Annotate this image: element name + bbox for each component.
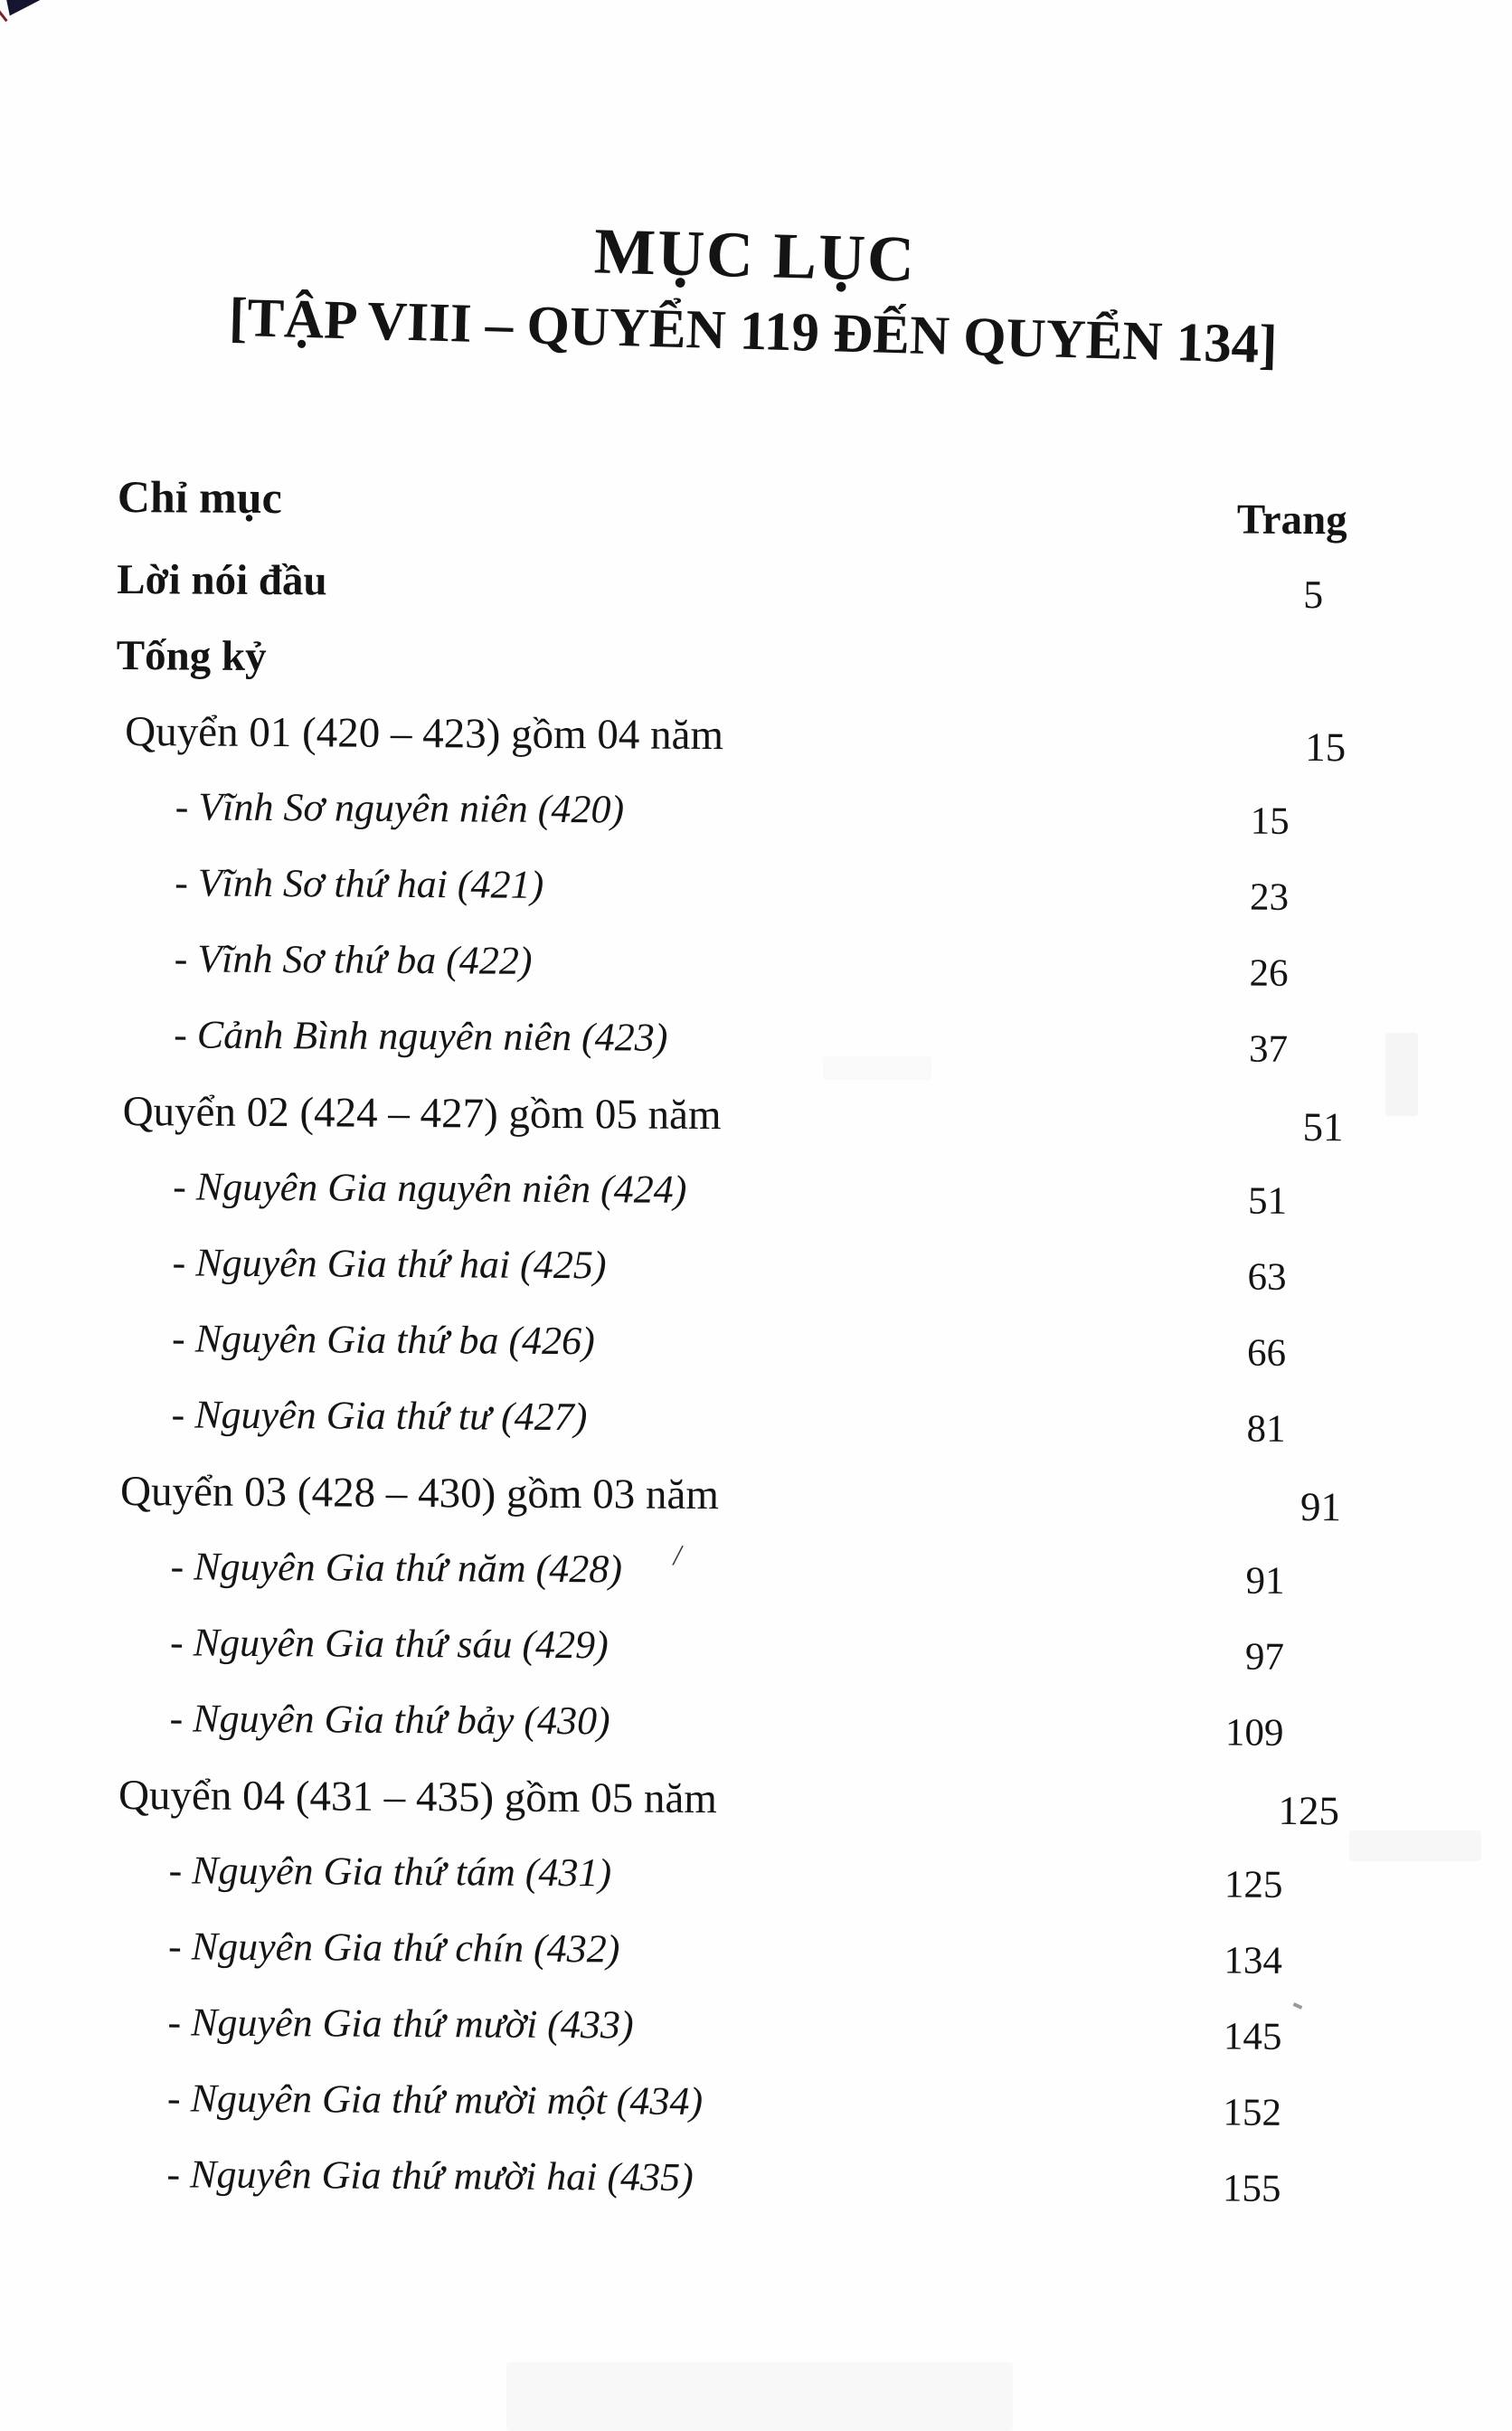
- toc-row: [107, 2151, 1337, 2234]
- toc-header-index-label: Chỉ mục: [117, 471, 282, 524]
- toc-entry-page: 109: [1224, 1711, 1284, 1755]
- toc-entry-page: 81: [1246, 1407, 1286, 1451]
- toc-row: [108, 2075, 1337, 2158]
- toc-header: [117, 470, 1347, 563]
- toc-row: [117, 555, 1347, 638]
- toc-entry-label: Quyển 02 (424 – 427) gồm 05 năm: [122, 1088, 722, 1140]
- toc-entry-page: 155: [1222, 2167, 1281, 2210]
- toc-entry-page: 51: [1247, 1179, 1288, 1223]
- toc-row: [113, 1163, 1343, 1246]
- toc-entry-label: - Nguyên Gia thứ chín (432): [167, 1924, 620, 1972]
- toc-row: [113, 1087, 1343, 1170]
- toc-row: [110, 1619, 1340, 1702]
- toc-entry-label: - Nguyên Gia thứ hai (425): [172, 1240, 607, 1288]
- toc-entry-page: 125: [1278, 1787, 1340, 1834]
- toc-entry-label: - Nguyên Gia thứ mười (433): [167, 2000, 634, 2048]
- toc-row: [111, 1391, 1341, 1474]
- toc-row: [109, 1695, 1339, 1778]
- toc-entry-label: - Nguyên Gia thứ tám (431): [168, 1848, 612, 1896]
- toc-entry-page: 51: [1302, 1104, 1344, 1150]
- toc-entry-label: - Vĩnh Sơ thứ hai (421): [175, 860, 544, 907]
- toc-entry-page: 152: [1223, 2091, 1282, 2134]
- stray-tick-artifact: /: [671, 1538, 685, 1574]
- toc-row: [112, 1239, 1342, 1322]
- toc-row: [115, 783, 1345, 866]
- scan-streak: [1385, 1033, 1418, 1116]
- toc-entry-label: Lời nói đầu: [117, 555, 327, 605]
- toc-entry-label: - Vĩnh Sơ nguyên niên (420): [175, 784, 625, 832]
- toc-entry-page: 91: [1245, 1559, 1285, 1603]
- toc-entry-label: Quyển 03 (428 – 430) gồm 03 năm: [119, 1468, 720, 1519]
- toc-list: [107, 555, 1347, 2234]
- toc-entry-label: - Cảnh Bình nguyên niên (423): [174, 1012, 668, 1060]
- page-title: MỤC LỤC: [593, 214, 918, 296]
- toc-entry-label: Tống kỷ: [116, 631, 267, 681]
- toc-entry-page: 15: [1250, 799, 1290, 843]
- toc-entry-label: - Nguyên Gia thứ mười hai (435): [166, 2152, 694, 2199]
- toc-row: [115, 859, 1345, 942]
- toc-entry-label: - Nguyên Gia thứ mười một (434): [166, 2076, 704, 2124]
- scan-streak: [1349, 1830, 1481, 1861]
- toc-entry-label: - Nguyên Gia nguyên niên (424): [173, 1164, 687, 1212]
- scan-streak: [506, 2362, 1013, 2431]
- toc-body: [107, 470, 1347, 2234]
- toc-entry-label: Quyển 04 (431 – 435) gồm 05 năm: [118, 1772, 718, 1823]
- toc-entry-label: - Vĩnh Sơ thứ ba (422): [174, 936, 533, 983]
- toc-entry-page: 26: [1249, 951, 1289, 995]
- toc-header-page-label: Trang: [1236, 496, 1347, 544]
- toc-row: [110, 1538, 1340, 1626]
- toc-entry-label: Quyển 01 (420 – 423) gồm 04 năm: [125, 708, 724, 760]
- toc-entry-label: - Nguyên Gia thứ sáu (429): [169, 1620, 609, 1668]
- corner-fold-artifact: [0, 0, 54, 27]
- toc-row: [109, 1923, 1338, 2006]
- toc-entry-page: 63: [1247, 1255, 1287, 1299]
- toc-row: [114, 935, 1344, 1018]
- toc-row: [116, 707, 1346, 790]
- toc-entry-page: 37: [1248, 1027, 1289, 1071]
- corner-red-artifact: [0, 9, 8, 22]
- toc-entry-page: 125: [1224, 1863, 1283, 1906]
- toc-entry-page: 5: [1303, 572, 1324, 618]
- toc-row: [109, 1847, 1338, 1930]
- page-subtitle: [TẬP VIII – QUYỂN 119 ĐẾN QUYỂN 134]: [228, 287, 1279, 376]
- toc-entry-label: - Nguyên Gia thứ bảy (430): [169, 1696, 610, 1744]
- toc-entry-page: 66: [1246, 1331, 1287, 1375]
- toc-row: [116, 631, 1346, 714]
- toc-row: [112, 1315, 1342, 1398]
- toc-entry-label: - Nguyên Gia thứ năm (428): [170, 1544, 623, 1592]
- toc-entry-label: - Nguyên Gia thứ ba (426): [171, 1316, 595, 1364]
- toc-row: [111, 1467, 1341, 1550]
- toc-row: [108, 1999, 1337, 2082]
- toc-entry-page: 23: [1249, 875, 1290, 919]
- toc-row: [109, 1771, 1339, 1854]
- toc-entry-page: 91: [1299, 1484, 1342, 1530]
- title-block: [0, 203, 1512, 379]
- toc-entry-page: 134: [1224, 1939, 1283, 1982]
- toc-entry-page: 145: [1223, 2015, 1282, 2058]
- toc-entry-page: [1097, 647, 1347, 648]
- toc-entry-page: 15: [1305, 724, 1347, 771]
- toc-entry-page: 97: [1244, 1635, 1285, 1679]
- toc-entry-label: - Nguyên Gia thứ tư (427): [171, 1392, 588, 1440]
- toc-row: [114, 1011, 1344, 1094]
